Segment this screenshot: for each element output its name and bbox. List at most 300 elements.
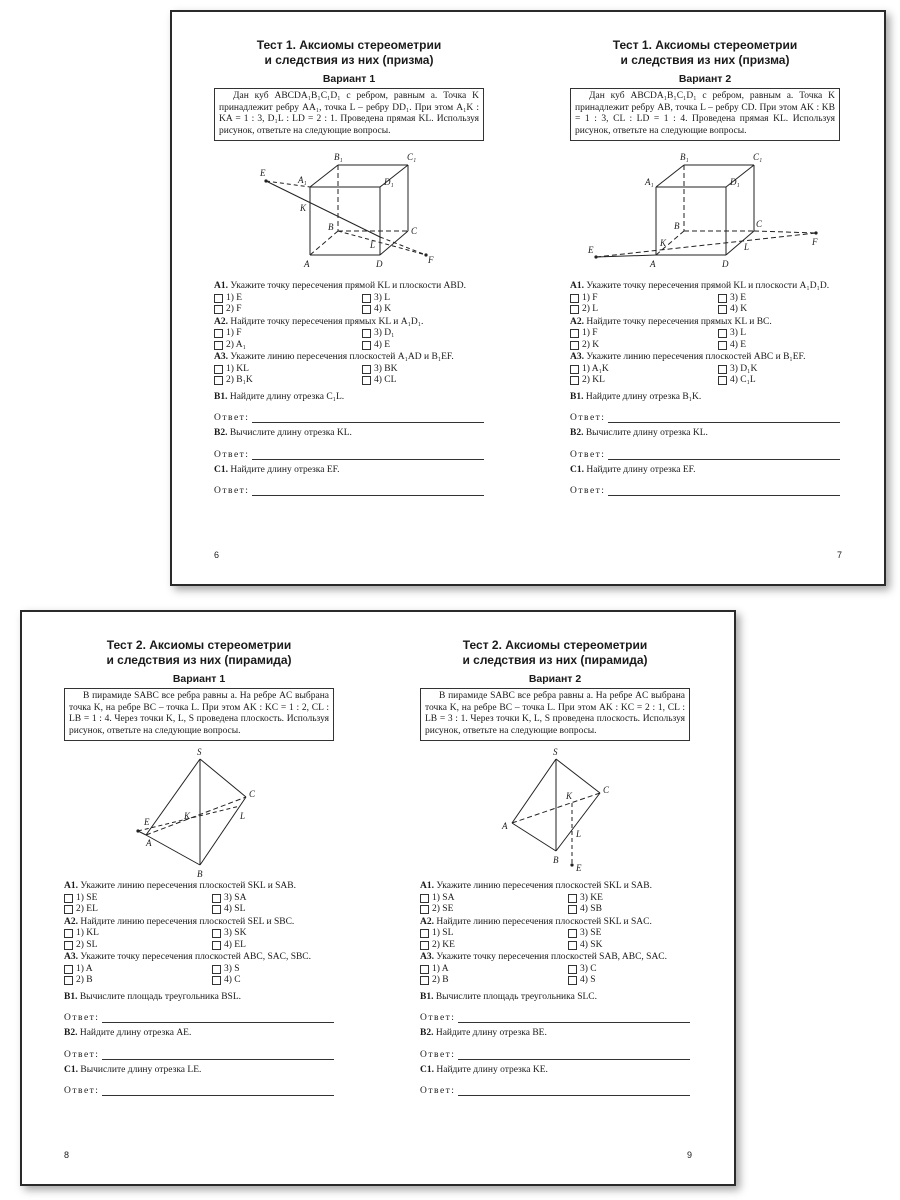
option[interactable] (64, 904, 212, 916)
page-7 (528, 12, 884, 584)
edge-SA (146, 759, 200, 835)
title-line-2: и следствия из них (призма) (264, 53, 434, 67)
checkbox[interactable] (718, 376, 727, 385)
answer-line[interactable] (252, 486, 484, 496)
option[interactable] (718, 328, 838, 340)
question-a1 (214, 281, 484, 293)
checkbox[interactable] (570, 365, 579, 374)
answer-field[interactable] (570, 413, 840, 423)
option-label: 3) C (580, 963, 597, 974)
option[interactable] (570, 340, 718, 352)
checkbox[interactable] (718, 329, 727, 338)
option[interactable] (214, 340, 362, 352)
bottom-spread (20, 610, 736, 1186)
point-F (814, 231, 817, 234)
option[interactable] (718, 375, 838, 387)
checkbox[interactable] (362, 294, 371, 303)
question-label: В2. (420, 1028, 434, 1038)
checkbox[interactable] (570, 329, 579, 338)
option[interactable] (362, 364, 482, 376)
option[interactable] (212, 975, 332, 987)
question-text: Найдите длину отрезка B₁K. (585, 391, 702, 402)
option-label: 2) SL (76, 939, 98, 950)
checkbox[interactable] (718, 341, 727, 350)
question-text: Вычислите площадь треугольника BSL. (79, 991, 241, 1002)
pyramid-diagram (420, 745, 690, 880)
question-label: А1. (570, 281, 584, 291)
option-label: 4) E (374, 339, 391, 350)
option-label: 1) F (226, 328, 242, 338)
option-label: 2) A₁ (226, 339, 246, 350)
checkbox[interactable] (212, 941, 221, 950)
answer-line[interactable] (252, 450, 484, 460)
checkbox[interactable] (718, 294, 727, 303)
checkbox[interactable] (570, 341, 579, 350)
checkbox[interactable] (568, 965, 577, 974)
question-text: Вычислите площадь треугольника SLC. (435, 991, 597, 1002)
question-label: А3. (420, 952, 434, 962)
cube-diagram (570, 145, 840, 280)
checkbox[interactable] (718, 365, 727, 374)
question-label: С1. (214, 464, 228, 475)
option-label: 4) K (730, 304, 748, 314)
page-title (570, 38, 840, 68)
question-a3 (570, 352, 840, 364)
variant-label: Вариант 1 (322, 73, 376, 85)
question-b2 (570, 428, 840, 440)
question-label: В1. (214, 391, 228, 402)
option[interactable] (362, 304, 482, 316)
checkbox[interactable] (64, 965, 73, 974)
question-label: А2. (570, 316, 584, 327)
question-text: Вычислите длину отрезка LE. (80, 1064, 202, 1075)
option-label: 1) F (582, 292, 598, 303)
checkbox[interactable] (214, 365, 223, 374)
question-b1 (420, 992, 690, 1004)
problem-statement: Дан куб ABCDA₁B₁C₁D₁ с ребром, равным a. Точка K принадлежит ребру AB, точка L – ребру CD. При этом AK : KB = 1 : 3, CL : LD = 1 : 4. Проведена прямая KL. Используя рисунок, ответьте на следующие вопросы. (570, 88, 840, 141)
checkbox[interactable] (568, 905, 577, 914)
option[interactable] (212, 940, 332, 952)
checkbox[interactable] (570, 294, 579, 303)
variant-label: Вариант 1 (172, 673, 226, 685)
question-label: С1. (420, 1064, 434, 1075)
checkbox[interactable] (718, 305, 727, 314)
question-label: А3. (214, 352, 228, 362)
option[interactable] (568, 975, 688, 987)
edge-A1B1 (310, 165, 338, 187)
option-label: 3) E (730, 292, 747, 303)
answer-field[interactable] (420, 1013, 690, 1023)
question-label: А3. (570, 352, 584, 362)
option[interactable] (568, 928, 688, 940)
option-label: 4) E (730, 339, 747, 350)
option-label: 3) SK (224, 928, 247, 938)
checkbox[interactable] (420, 905, 429, 914)
label-S: S (197, 747, 202, 757)
answer-field[interactable] (64, 1086, 334, 1096)
answer-label: Ответ: (570, 486, 606, 496)
option-label: 3) S (224, 963, 240, 974)
edge-BC (200, 797, 246, 865)
page-number: 6 (214, 550, 220, 560)
question-text: Найдите точку пересечения прямых KL и BC. (586, 316, 772, 327)
label-K: K (660, 238, 667, 248)
answer-line[interactable] (458, 1050, 690, 1060)
point-E (570, 863, 573, 866)
checkbox[interactable] (64, 941, 73, 950)
checkbox[interactable] (420, 965, 429, 974)
option[interactable] (718, 304, 838, 316)
option-label: 1) KL (76, 928, 99, 938)
question-text: Укажите линию пересечения плоскостей A₁AD и B₁EF. (230, 352, 454, 362)
question-label: В1. (420, 991, 434, 1002)
label-A: A (304, 259, 310, 269)
label-C: C (756, 219, 763, 229)
question-text: Найдите длину отрезка EF. (586, 464, 696, 475)
question-text: Вычислите длину отрезка KL. (229, 428, 352, 438)
question-text: Укажите точку пересечения плоскостей SAB, ABC, SAC. (436, 952, 668, 962)
answer-label: Ответ: (64, 1086, 100, 1096)
option-label: 3) L (374, 292, 391, 303)
label-A1: A₁ (645, 177, 654, 187)
answer-label: Ответ: (420, 1013, 456, 1023)
answer-line[interactable] (458, 1013, 690, 1023)
checkbox[interactable] (64, 929, 73, 938)
question-a1 (420, 881, 690, 893)
page-number: 7 (836, 550, 842, 560)
option[interactable] (420, 975, 568, 987)
option-label: 1) F (582, 328, 598, 338)
option[interactable] (568, 964, 688, 976)
label-E: E (260, 168, 266, 178)
option-label: 3) BK (374, 363, 398, 374)
question-text: Найдите линию пересечения плоскостей SEL и SBC. (80, 916, 295, 927)
label-E: E (144, 817, 150, 827)
option[interactable] (362, 340, 482, 352)
checkbox[interactable] (362, 329, 371, 338)
question-text: Укажите точку пересечения прямой KL и плоскости A₁D₁D. (586, 281, 830, 291)
label-K: K (300, 203, 307, 213)
checkbox[interactable] (420, 929, 429, 938)
question-c1 (570, 465, 840, 477)
question-b1 (570, 392, 840, 404)
question-label: А1. (64, 881, 78, 891)
option[interactable] (420, 940, 568, 952)
answer-line[interactable] (458, 1086, 690, 1096)
edge-AB (512, 823, 556, 851)
question-label: А1. (214, 281, 228, 291)
answer-field[interactable] (214, 450, 484, 460)
line-CF (754, 231, 816, 233)
question-text: Укажите точку пересечения плоскостей ABC, SAC, SBC. (80, 952, 312, 962)
answer-field[interactable] (570, 486, 840, 496)
checkbox[interactable] (64, 905, 73, 914)
label-D: D (376, 259, 383, 269)
title-line-2: и следствия из них (пирамида) (462, 653, 648, 667)
checkbox[interactable] (362, 365, 371, 374)
question-a3 (420, 952, 690, 964)
option-label: 1) A₁K (582, 363, 609, 374)
option-label: 2) B (432, 975, 449, 985)
title-line-1: Тест 2. Аксиомы стереометрии (462, 638, 648, 652)
question-a1 (570, 281, 840, 293)
options-a2 (64, 928, 334, 951)
answer-line[interactable] (102, 1086, 334, 1096)
option[interactable] (362, 375, 482, 387)
option-label: 2) KL (582, 375, 605, 385)
answer-field[interactable] (214, 486, 484, 496)
answer-field[interactable] (420, 1086, 690, 1096)
answer-field[interactable] (214, 413, 484, 423)
label-A: A (650, 259, 656, 269)
option[interactable] (568, 940, 688, 952)
checkbox[interactable] (214, 329, 223, 338)
checkbox[interactable] (214, 305, 223, 314)
question-b2 (64, 1028, 334, 1040)
option[interactable] (64, 893, 212, 905)
option-label: 2) F (226, 304, 242, 314)
point-E (136, 829, 139, 832)
option[interactable] (212, 964, 332, 976)
answer-label: Ответ: (214, 486, 250, 496)
line-EF (596, 233, 816, 257)
option[interactable] (718, 293, 838, 305)
checkbox[interactable] (214, 376, 223, 385)
edge-AB (146, 835, 200, 865)
option[interactable] (64, 975, 212, 987)
label-L: L (240, 811, 246, 821)
title-line-1: Тест 2. Аксиомы стереометрии (106, 638, 292, 652)
options-a1 (420, 893, 690, 916)
option-label: 4) SL (224, 904, 246, 914)
checkbox[interactable] (212, 905, 221, 914)
question-label: А2. (214, 316, 228, 327)
option[interactable] (568, 893, 688, 905)
answer-line[interactable] (608, 413, 840, 423)
option-label: 2) B (76, 975, 93, 985)
line-LF (380, 237, 426, 255)
question-label: В2. (64, 1028, 78, 1038)
answer-line[interactable] (102, 1050, 334, 1060)
edge-SC (200, 759, 246, 797)
label-B1: B₁ (680, 152, 689, 162)
question-text: Найдите точку пересечения прямых KL и A₁D₁. (230, 316, 424, 327)
option-label: 2) EL (76, 904, 98, 914)
option-label: 3) L (730, 328, 747, 338)
checkbox[interactable] (64, 894, 73, 903)
question-a3 (214, 352, 484, 364)
question-text: Укажите линию пересечения плоскостей ABC и B₁EF. (586, 352, 806, 362)
checkbox[interactable] (214, 294, 223, 303)
option-label: 1) SA (432, 892, 455, 903)
page-number: 9 (686, 1150, 692, 1160)
answer-field[interactable] (64, 1050, 334, 1060)
label-E: E (588, 245, 594, 255)
question-text: Вычислите длину отрезка KL. (585, 428, 708, 438)
label-A1: A₁ (298, 175, 307, 185)
problem-statement: В пирамиде SABC все ребра равны a. На ребре AC выбрана точка K, на ребре BC – точка L. При этом AK : KC = 2 : 1, CL : LB = 3 : 1. Через точки K, L, S проведена плоскость. Используя рисунок, ответьте на следующие вопросы. (420, 688, 690, 741)
checkbox[interactable] (212, 894, 221, 903)
option[interactable] (570, 293, 718, 305)
checkbox[interactable] (362, 376, 371, 385)
question-b2 (420, 1028, 690, 1040)
checkbox[interactable] (212, 929, 221, 938)
top-spread (170, 10, 886, 586)
option[interactable] (214, 293, 362, 305)
option-label: 1) SE (76, 892, 98, 903)
page-title (64, 638, 334, 668)
question-b1 (64, 992, 334, 1004)
option-label: 4) SB (580, 904, 602, 914)
option-label: 3) D₁K (730, 363, 758, 374)
answer-line[interactable] (608, 450, 840, 460)
title-line-2: и следствия из них (пирамида) (106, 653, 292, 667)
variant-label: Вариант 2 (678, 73, 732, 85)
question-text: Найдите длину отрезка BE. (435, 1028, 547, 1038)
option[interactable] (718, 340, 838, 352)
checkbox[interactable] (568, 976, 577, 985)
page-number: 8 (64, 1150, 70, 1160)
label-L: L (370, 240, 376, 250)
edge-AC (146, 797, 246, 835)
option[interactable] (420, 893, 568, 905)
option-label: 4) C₁L (730, 375, 756, 385)
checkbox[interactable] (568, 894, 577, 903)
checkbox[interactable] (420, 941, 429, 950)
page-8 (22, 612, 378, 1184)
question-a3 (64, 952, 334, 964)
label-A: A (146, 838, 152, 848)
option[interactable] (214, 328, 362, 340)
label-F: F (428, 255, 434, 265)
page-title (214, 38, 484, 68)
option-label: 1) A (432, 963, 449, 974)
answer-field[interactable] (64, 1013, 334, 1023)
answer-field[interactable] (420, 1050, 690, 1060)
question-c1 (64, 1065, 334, 1077)
label-C: C (249, 789, 256, 799)
option[interactable] (570, 364, 718, 376)
option-label: 4) S (580, 975, 596, 985)
options-a1 (214, 293, 484, 316)
answer-label: Ответ: (420, 1086, 456, 1096)
checkbox[interactable] (570, 305, 579, 314)
option[interactable] (64, 940, 212, 952)
checkbox[interactable] (362, 341, 371, 350)
cube-diagram (214, 145, 484, 280)
option[interactable] (362, 328, 482, 340)
option-label: 4) CL (374, 375, 397, 385)
options-a3 (214, 364, 484, 387)
checkbox[interactable] (420, 976, 429, 985)
checkbox[interactable] (362, 305, 371, 314)
label-C1: C₁ (407, 152, 417, 162)
page-6 (172, 12, 528, 584)
question-b1 (214, 392, 484, 404)
checkbox[interactable] (212, 976, 221, 985)
option-label: 3) KE (580, 892, 603, 903)
option[interactable] (214, 375, 362, 387)
answer-line[interactable] (608, 486, 840, 496)
option[interactable] (570, 375, 718, 387)
checkbox[interactable] (64, 976, 73, 985)
label-L: L (744, 242, 750, 252)
option[interactable] (718, 364, 838, 376)
option-label: 1) SL (432, 928, 454, 938)
option[interactable] (568, 904, 688, 916)
point-E (264, 179, 267, 182)
label-D: D (722, 259, 729, 269)
point-E (594, 255, 597, 258)
answer-label: Ответ: (214, 413, 250, 423)
option-label: 1) KL (226, 363, 249, 374)
question-label: В2. (214, 428, 228, 438)
option-label: 2) L (582, 304, 599, 314)
title-line-1: Тест 1. Аксиомы стереометрии (256, 38, 442, 52)
option[interactable] (362, 293, 482, 305)
option[interactable] (64, 964, 212, 976)
option[interactable] (214, 364, 362, 376)
question-label: А3. (64, 952, 78, 962)
answer-field[interactable] (570, 450, 840, 460)
label-K: K (184, 811, 191, 821)
option[interactable] (212, 893, 332, 905)
answer-label: Ответ: (64, 1049, 100, 1060)
edge-AB (310, 231, 338, 255)
checkbox[interactable] (570, 376, 579, 385)
checkbox[interactable] (212, 965, 221, 974)
problem-statement: В пирамиде SABC все ребра равны a. На ребре AC выбрана точка K, на ребре BC – точка L. При этом AK : KC = 1 : 2, CL : LB = 1 : 4. Через точки K, L, S проведена плоскость. Используя рисунок, ответьте на следующие вопросы. (64, 688, 334, 741)
option-label: 4) EL (224, 939, 246, 950)
question-label: В2. (570, 428, 584, 438)
option-label: 3) D₁ (374, 328, 395, 338)
label-B: B (553, 855, 559, 865)
label-F: F (812, 237, 818, 247)
question-a2 (64, 917, 334, 929)
edge-DC (726, 231, 754, 255)
option[interactable] (212, 904, 332, 916)
question-label: С1. (570, 464, 584, 475)
label-C: C (603, 785, 610, 795)
label-K: K (566, 791, 573, 801)
options-a1 (64, 893, 334, 916)
edge-SC (556, 759, 600, 793)
option[interactable] (570, 328, 718, 340)
label-L: L (576, 829, 582, 839)
option[interactable] (570, 304, 718, 316)
checkbox[interactable] (420, 894, 429, 903)
option[interactable] (420, 928, 568, 940)
option[interactable] (214, 304, 362, 316)
question-text: Укажите точку пересечения прямой KL и плоскости ABD. (230, 281, 466, 291)
edge-A1B1 (656, 165, 684, 187)
checkbox[interactable] (214, 341, 223, 350)
option[interactable] (64, 928, 212, 940)
checkbox[interactable] (568, 941, 577, 950)
option[interactable] (420, 964, 568, 976)
answer-line[interactable] (252, 413, 484, 423)
question-a1 (64, 881, 334, 893)
option-label: 4) SK (580, 939, 603, 950)
question-text: Найдите длину отрезка AE. (79, 1028, 192, 1038)
option[interactable] (212, 928, 332, 940)
option[interactable] (420, 904, 568, 916)
answer-label: Ответ: (570, 413, 606, 423)
answer-line[interactable] (102, 1013, 334, 1023)
answer-label: Ответ: (214, 449, 250, 460)
page-9 (378, 612, 734, 1184)
checkbox[interactable] (568, 929, 577, 938)
